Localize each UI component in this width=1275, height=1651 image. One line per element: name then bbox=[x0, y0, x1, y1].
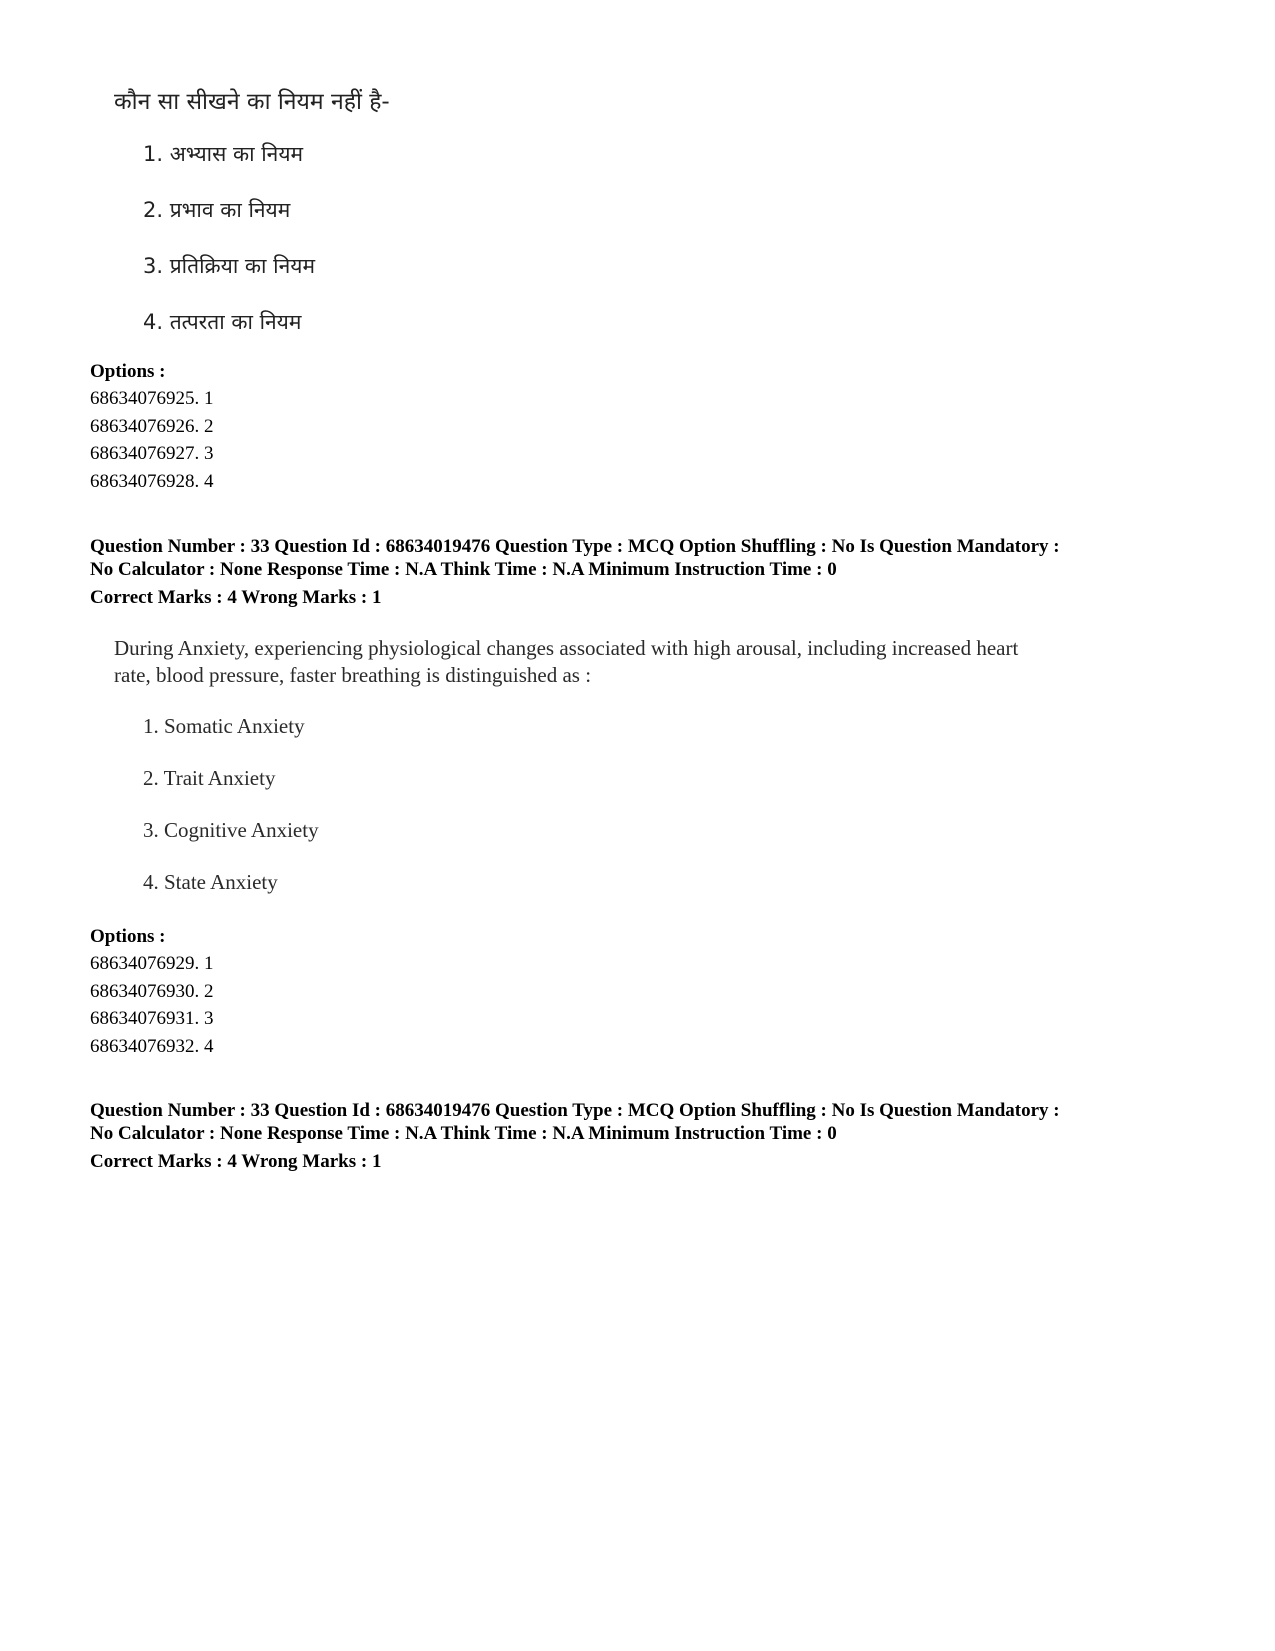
question-a-option-2: 68634076926. 2 bbox=[90, 416, 214, 437]
question-b-choice-3: 3. Cognitive Anxiety bbox=[143, 818, 319, 842]
question-a-choice-4: 4. तत्परता का नियम bbox=[143, 310, 302, 334]
question-b-option-3: 68634076931. 3 bbox=[90, 1008, 214, 1029]
question-a-options-label: Options : bbox=[90, 361, 166, 382]
question-b-meta-line-1: Question Number : 33 Question Id : 68634019476 Question Type : MCQ Option Shuffling : No Is Question Mandatory : bbox=[90, 536, 1060, 557]
question-a-option-3: 68634076927. 3 bbox=[90, 443, 214, 464]
question-a-prompt: कौन सा सीखने का नियम नहीं है- bbox=[114, 89, 390, 115]
question-b-option-1: 68634076929. 1 bbox=[90, 953, 214, 974]
question-b-option-4: 68634076932. 4 bbox=[90, 1036, 214, 1057]
question-c-meta-line-1: Question Number : 33 Question Id : 68634019476 Question Type : MCQ Option Shuffling : No Is Question Mandatory : bbox=[90, 1100, 1060, 1121]
question-b-marks: Correct Marks : 4 Wrong Marks : 1 bbox=[90, 587, 382, 608]
question-a-choice-2: 2. प्रभाव का नियम bbox=[143, 198, 291, 222]
question-b-choice-2: 2. Trait Anxiety bbox=[143, 766, 276, 790]
question-b-prompt-line-2: rate, blood pressure, faster breathing is distinguished as : bbox=[114, 663, 592, 687]
question-b-choice-1: 1. Somatic Anxiety bbox=[143, 714, 305, 738]
question-b-prompt-line-1: During Anxiety, experiencing physiological changes associated with high arousal, including increased heart bbox=[114, 636, 1019, 660]
question-b-options-label: Options : bbox=[90, 926, 166, 947]
question-c-marks: Correct Marks : 4 Wrong Marks : 1 bbox=[90, 1151, 382, 1172]
question-a-choice-3: 3. प्रतिक्रिया का नियम bbox=[143, 254, 316, 278]
question-a-option-1: 68634076925. 1 bbox=[90, 388, 214, 409]
question-b-meta-line-2: No Calculator : None Response Time : N.A Think Time : N.A Minimum Instruction Time : 0 bbox=[90, 559, 837, 580]
question-b-option-2: 68634076930. 2 bbox=[90, 981, 214, 1002]
question-b-choice-4: 4. State Anxiety bbox=[143, 870, 278, 894]
question-c-meta-line-2: No Calculator : None Response Time : N.A Think Time : N.A Minimum Instruction Time : 0 bbox=[90, 1123, 837, 1144]
question-a-choice-1: 1. अभ्यास का नियम bbox=[143, 142, 304, 166]
question-a-option-4: 68634076928. 4 bbox=[90, 471, 214, 492]
